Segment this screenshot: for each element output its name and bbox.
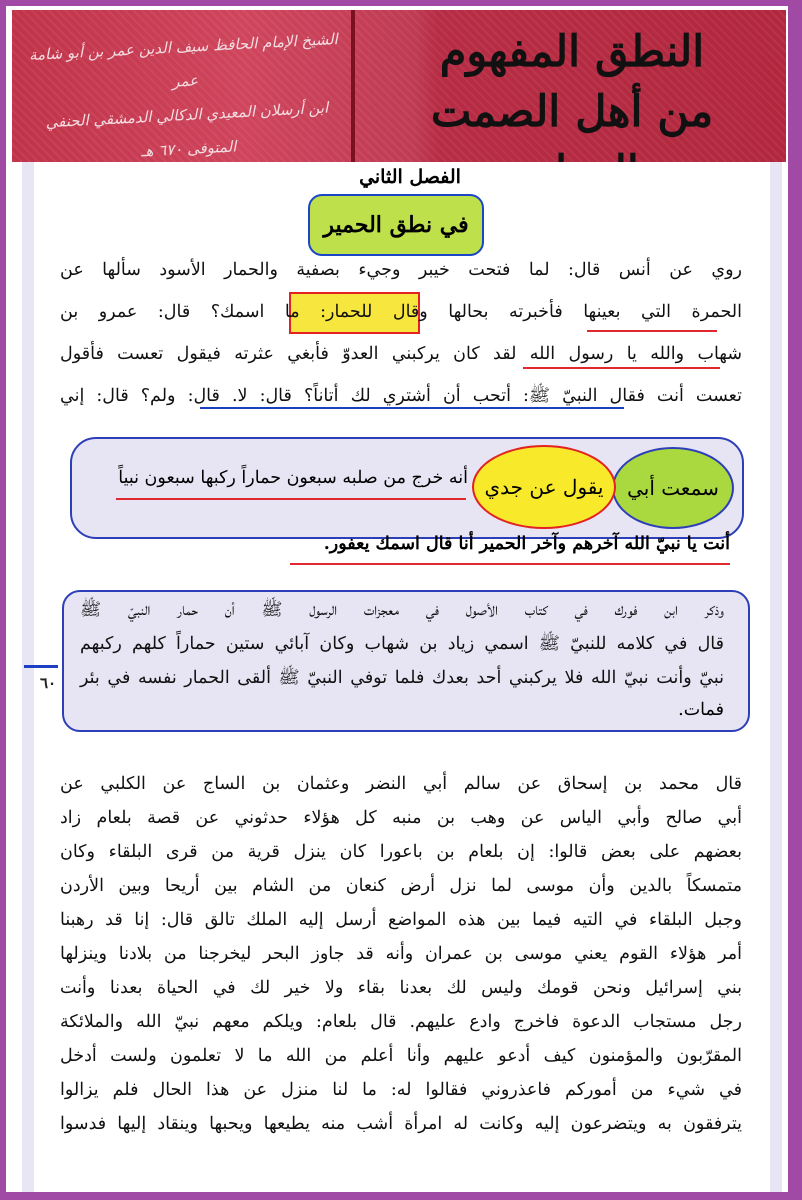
section2-line-8: رجل مستجاب الدعوة فاخرج وادع عليهم. قال بلعام: ويلكم معهم نبيّ الله والملائكة xyxy=(60,1012,742,1032)
book-title-line-2: من أهل الصمت xyxy=(430,87,714,137)
section1-line-2: الحمرة التي بعينها فأخبرته بحالها وقال للحمار: ما اسمك؟ قال: عمرو بن xyxy=(60,302,742,322)
underline-after-box1 xyxy=(290,563,730,565)
after-box1-line: أنت يا نبيّ الله آخرهم وآخر الحمير أنا قال اسمك يعفور. xyxy=(323,534,730,554)
underline-question xyxy=(200,407,624,409)
margin-marker xyxy=(24,665,58,668)
author-line-1: الشيخ الإمام الحافظ سيف الدين عمر بن أبو شامة عمر xyxy=(28,29,339,91)
underline-oath xyxy=(523,367,720,369)
section2-line-11: يترفقون به ويتضرعون إليه وكانت له امرأة أشب منه يطيعها ويحبها وينقاد إليها فدسوا xyxy=(60,1114,742,1134)
section1-line-3: شهاب والله يا رسول الله لقد كان يركبني العدوّ فأبغي عثرته فيقول تعست فأقول xyxy=(60,344,742,364)
section1-line-4: تعست أنت فقال النبيّ ﷺ: أتحب أن أشتري لك أتاناً؟ قال: لا. قال: ولم؟ قال: إني xyxy=(60,386,742,406)
box1-line: أنه خرج من صلبه سبعون حماراً ركبها سبعون نبياً xyxy=(118,468,468,488)
chapter-subtitle-box xyxy=(308,194,484,256)
box2-line-1: وذكر ابن فورك في كتاب الأصول في معجزات الرسول ﷺ أن حمار النبيّ ﷺ xyxy=(80,600,724,620)
box2-line-4: فمات. xyxy=(678,700,724,720)
section2-line-9: المقرّبون والمؤمنون كيف أدعو عليهم وأنا أعلم من الله ما لا تعلمون ولست أدخل xyxy=(60,1046,742,1066)
banner-divider xyxy=(351,10,355,162)
author-line-2: ابن أرسلان المعيدي الدكالي الدمشقي الحنفي xyxy=(45,98,329,132)
box2-line-2: قال في كلامه للنبيّ ﷺ اسمي زياد بن شهاب وكان آبائي ستين حماراً كلهم ركبهم xyxy=(80,634,724,654)
chapter-title: الفصل الثاني xyxy=(359,166,461,188)
page-number: ٦٠ xyxy=(40,674,57,692)
box2-line-3: نبيّ وأنت نبيّ الله فلا يركبني أحد بعدك فلما توفي النبيّ ﷺ ألقى الحمار نفسه في بئر xyxy=(80,668,724,688)
underline-name xyxy=(587,330,717,332)
oval-green xyxy=(612,447,734,529)
section2-line-6: أمر هؤلاء القوم يعني موسى بن عمران وأنه قد جاوز البحر ليخرجنا من بلادنا وينزلها xyxy=(60,944,742,964)
section2-line-10: في شيء من أموركم فاعذروني فقالوا له: ما لنا منزل عن هذا الحال فلم يزالوا xyxy=(60,1080,742,1100)
section2-line-5: وجبل البلقاء في التيه فيما بين هذه المواضع أرسل إليه الملك تالق قال: إنا قد رهبنا xyxy=(60,910,742,930)
title-banner xyxy=(12,10,786,162)
chapter-subtitle: في نطق الحمير xyxy=(323,212,469,238)
section2-line-4: متمسكاً بالدين وأن موسى لما نزل أرض كنعان من الشام بين أريحا وبين الأردن xyxy=(60,876,742,896)
section2-line-1: قال محمد بن إسحاق عن سالم أبي النضر وعثمان بن الساج عن الكلبي عن xyxy=(60,774,742,794)
oval-green-text: سمعت أبي xyxy=(627,476,719,500)
oval-yellow-text: يقول عن جدي xyxy=(484,475,604,499)
oval-yellow xyxy=(472,445,616,529)
section2-line-3: بعضهم على بعض قالوا: إن بلعام بن باعورا كان ينزل قرية من قرى البلقاء وكان xyxy=(60,842,742,862)
author-calligraphy xyxy=(27,22,346,174)
section2-line-2: أبي صالح وأبي الياس عن وهب بن منبه كل هؤلاء حدثوني عن قصة بلعام زاد xyxy=(60,808,742,828)
underline-box1 xyxy=(116,498,466,500)
section2-line-7: بني إسرائيل ونحن قومك وليس لك بعدنا بقاء ولا خير لك في الحياة بعدنا وأنت xyxy=(60,978,742,998)
book-title-line-1: النطق المفهوم xyxy=(439,27,705,77)
author-line-3: المتوفى ٦٧٠ هـ xyxy=(140,137,237,161)
section1-line-1: روي عن أنس قال: لما فتحت خيبر وجيء بصفية والحمار الأسود سألها عن xyxy=(60,260,742,280)
